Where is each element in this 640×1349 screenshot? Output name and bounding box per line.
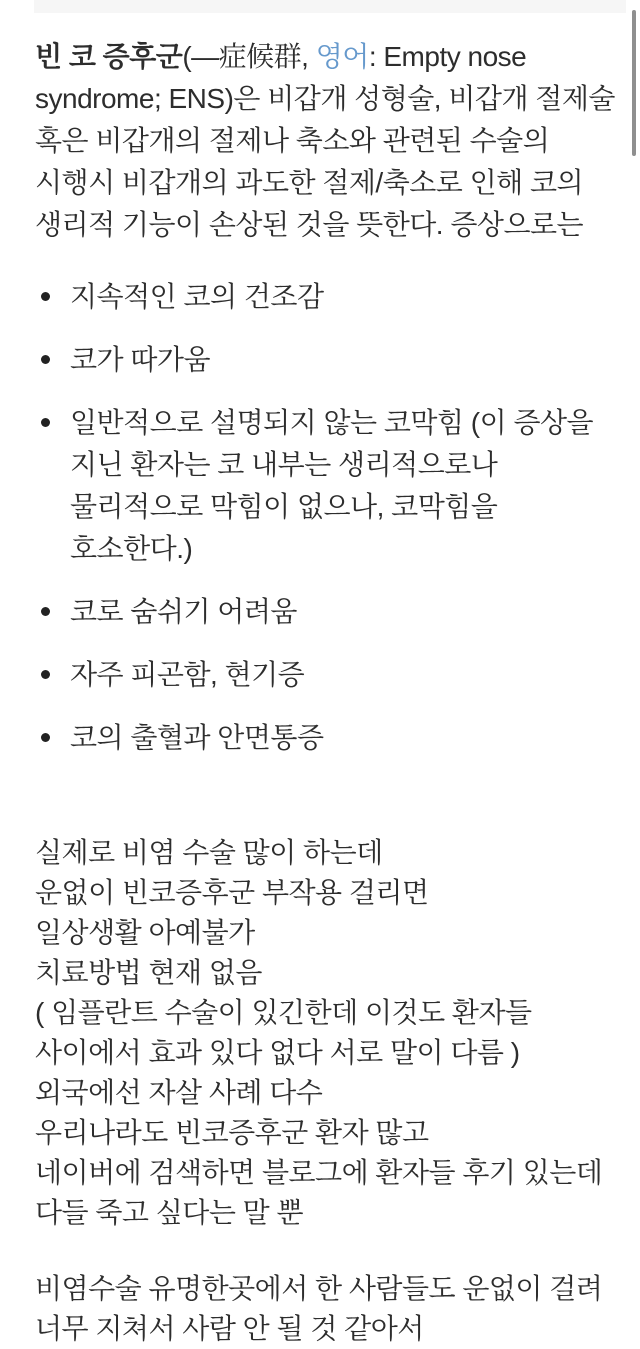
commentary-line: 일상생활 아예불가 <box>35 917 255 948</box>
commentary-block <box>35 833 625 1233</box>
article-hanja-text: (—症候群, <box>182 41 316 72</box>
commentary-closing-block <box>35 1269 625 1349</box>
commentary-line: 비염수술 유명한곳에서 한 사람들도 운없이 걸려 <box>35 1273 603 1304</box>
commentary-line: 외국에선 자살 사례 다수 <box>35 1077 323 1108</box>
scrollbar-thumb[interactable] <box>632 10 636 156</box>
commentary-line: 치료방법 현재 없음 <box>35 957 262 988</box>
commentary-line: 다들 죽고 싶다는 말 뿐 <box>35 1197 304 1228</box>
list-item: 일반적으로 설명되지 않는 코막힘 (이 증상을 지닌 환자는 코 내부는 생리적으로나 물리적으로 막힘이 없으나, 코막힘을 호소한다.) <box>37 402 625 570</box>
language-link[interactable]: 영어 <box>315 41 369 72</box>
list-item: 코로 숨쉬기 어려움 <box>37 591 625 633</box>
symptom-list <box>35 276 625 759</box>
article-intro-paragraph <box>35 36 625 246</box>
list-item: 코가 따가움 <box>37 339 625 381</box>
article-intro-rest-text: : Empty nose syndrome; ENS)은 비갑개 성형술, 비갑개 절제술 혹은 비갑개의 절제나 축소와 관련된 수술의 시행시 비갑개의 과도한 절제/축소로 인해 코의 생리적 기능이 손상된 것을 뜻한다. 증상으로는 <box>35 41 615 240</box>
commentary-line: 우리나라도 빈코증후군 환자 많고 <box>35 1117 429 1148</box>
list-item: 코의 출혈과 안면통증 <box>37 717 625 759</box>
commentary-line: ( 임플란트 수술이 있긴한데 이것도 환자들 사이에서 효과 있다 없다 서로 말이 다름 ) <box>35 997 532 1068</box>
commentary-line-clipped: 너무 지쳐서 사람 안 될 것 같아서 <box>35 1313 424 1344</box>
commentary-line: 네이버에 검색하면 블로그에 환자들 후기 있는데 <box>35 1157 603 1188</box>
commentary-line: 운없이 빈코증후군 부작용 걸리면 <box>35 877 429 908</box>
article-content <box>35 0 625 1349</box>
list-item: 지속적인 코의 건조감 <box>37 276 625 318</box>
list-item: 자주 피곤함, 현기증 <box>37 654 625 696</box>
article-title-text: 빈 코 증후군 <box>35 41 183 72</box>
commentary-line: 실제로 비염 수술 많이 하는데 <box>35 837 383 868</box>
